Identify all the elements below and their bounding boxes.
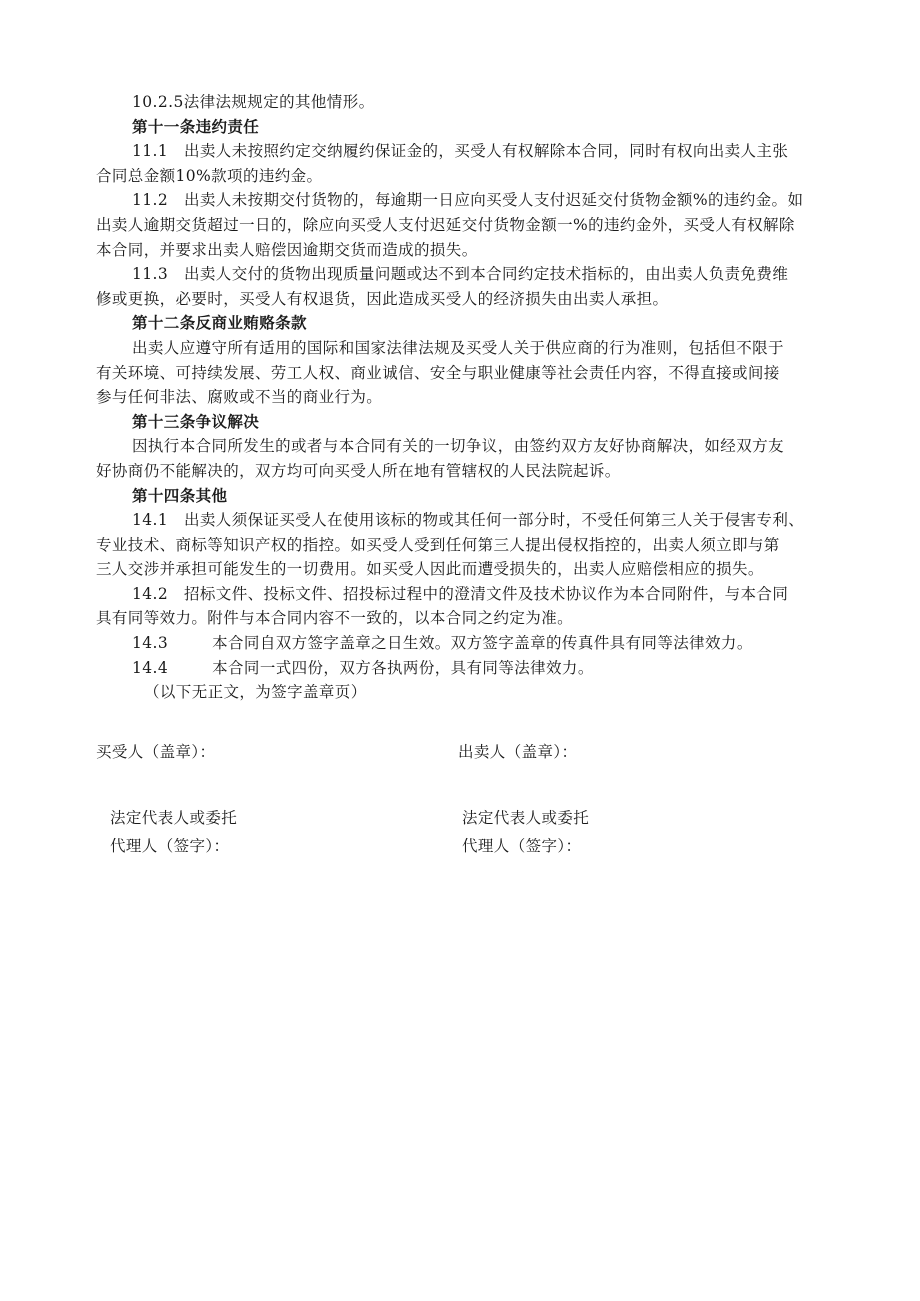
clause-11-2-line-2: 出卖人逾期交货超过一日的，除应向买受人支付迟延交付货物金额一%的违约金外，买受人有权解除 [96, 215, 795, 234]
article-14-title: 第十四条其他 [132, 485, 228, 505]
seller-seal-label: 出卖人（盖章）： [458, 743, 578, 761]
clause-11-2-line-1: 11.2 出卖人未按期交付货物的，每逾期一日应向买受人支付迟延交付货物金额%的违约金。如 [132, 191, 804, 210]
clause-14-3-text: 本合同自双方签字盖章之日生效。双方签字盖章的传真件具有同等法律效力。 [212, 634, 753, 653]
article-11-title: 第十一条违约责任 [132, 116, 260, 136]
clause-14-3-number: 14.3 [132, 634, 169, 653]
clause-11-1-line-2: 合同总金额10%款项的违约金。 [96, 166, 323, 185]
buyer-representative-line-2: 代理人（签字）： [110, 837, 230, 855]
clause-11-3-line-2: 修或更换，必要时，买受人有权退货，因此造成买受人的经济损失由出卖人承担。 [96, 289, 669, 308]
clause-12-line-1: 出卖人应遵守所有适用的国际和国家法律法规及买受人关于供应商的行为准则，包括但不限于 [132, 338, 784, 357]
seller-representative-line-1: 法定代表人或委托 [462, 809, 590, 827]
buyer-representative-label [110, 804, 237, 860]
clause-14-4-text: 本合同一式四份，双方各执两份，具有同等法律效力。 [212, 658, 594, 677]
clause-14-4 [96, 656, 832, 681]
clause-14-3 [96, 631, 832, 656]
clause-14-2-line-2: 具有同等效力。附件与本合同内容不一致的，以本合同之约定为准。 [96, 609, 574, 628]
buyer-seal-label: 买受人（盖章）： [96, 743, 216, 761]
clause-14-1-line-3: 三人交涉并承担可能发生的一切费用。如买受人因此而遭受损失的，出卖人应赔偿相应的损失。 [96, 560, 764, 579]
clause-10-2-5: 10.2.5法律法规规定的其他情形。 [132, 93, 375, 111]
clause-11-2-line-3: 本合同，并要求出卖人赔偿因逾期交货而造成的损失。 [96, 240, 478, 259]
buyer-representative-line-1: 法定代表人或委托 [110, 809, 238, 827]
clause-12-line-3: 参与任何非法、腐败或不当的商业行为。 [96, 388, 383, 407]
end-of-text-note: （以下无正文，为签字盖章页） [144, 683, 367, 702]
clause-11-1-line-1: 11.1 出卖人未按照约定交纳履约保证金的，买受人有权解除本合同，同时有权向出卖人主张 [132, 142, 789, 161]
clause-14-1-line-2: 专业技术、商标等知识产权的指控。如买受人受到任何第三人提出侵权指控的，出卖人须立即与第 [96, 535, 780, 554]
article-12-title: 第十二条反商业贿赂条款 [132, 313, 307, 333]
clause-11-3-line-1: 11.3 出卖人交付的货物出现质量问题或达不到本合同约定技术指标的，由出卖人负责免费维 [132, 265, 789, 284]
article-13-title: 第十三条争议解决 [132, 411, 260, 431]
clause-14-1-line-1: 14.1 出卖人须保证买受人在使用该标的物或其任何一部分时，不受任何第三人关于侵害专利、 [132, 511, 805, 530]
clause-14-4-number: 14.4 [132, 658, 169, 677]
contract-body [96, 90, 832, 705]
clause-14-2-line-1: 14.2 招标文件、投标文件、招投标过程中的澄清文件及技术协议作为本合同附件，与本合同 [132, 584, 789, 603]
clause-13-line-2: 好协商仍不能解决的，双方均可向买受人所在地有管辖权的人民法院起诉。 [96, 461, 621, 480]
seller-representative-label [462, 804, 589, 860]
clause-13-line-1: 因执行本合同所发生的或者与本合同有关的一切争议，由签约双方友好协商解决，如经双方友 [132, 437, 784, 456]
seller-representative-line-2: 代理人（签字）： [462, 837, 582, 855]
clause-12-line-2: 有关环境、可持续发展、劳工人权、商业诚信、安全与职业健康等社会责任内容，不得直接或间接 [96, 363, 780, 382]
